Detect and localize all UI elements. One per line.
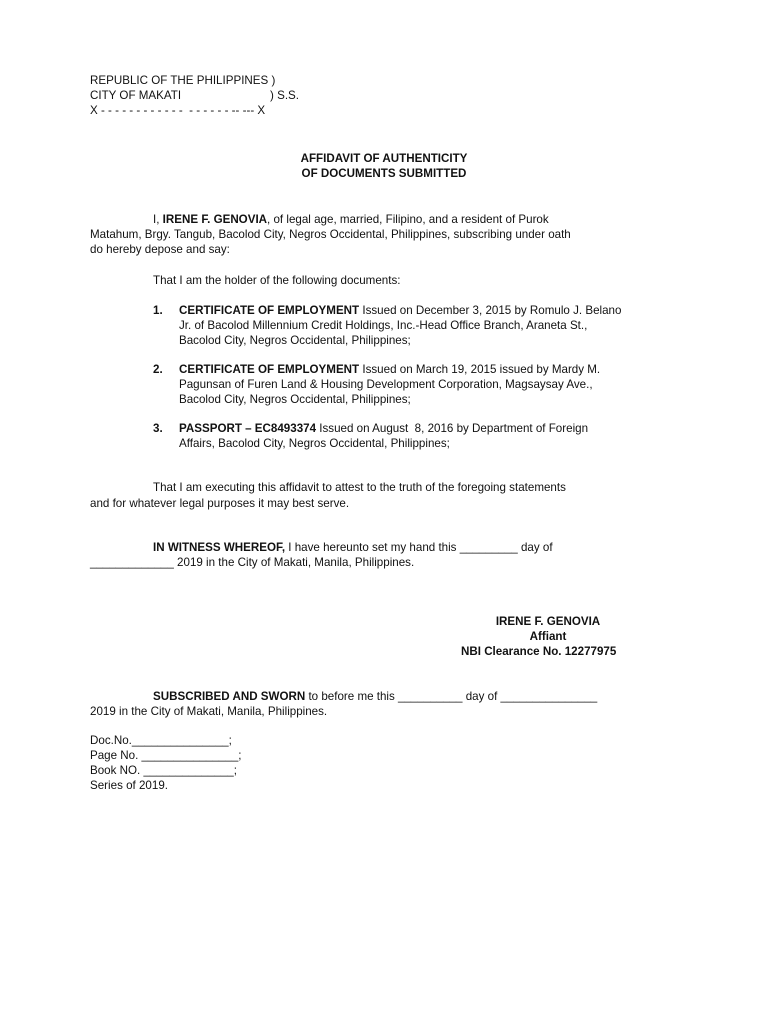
document-3-line-2: Affairs, Bacolod City, Negros Occidental, Philippines; xyxy=(179,437,450,450)
intro-line-2: Matahum, Brgy. Tangub, Bacolod City, Negros Occidental, Philippines, subscribing under oath xyxy=(90,228,571,241)
affiant-name: IRENE F. GENOVIA xyxy=(162,213,268,226)
notary-doc-no: Doc.No._______________; xyxy=(90,734,232,747)
executing-line-2: and for whatever legal purposes it may best serve. xyxy=(90,497,350,510)
notary-series: Series of 2019. xyxy=(90,779,168,792)
document-1-line-3: Bacolod City, Negros Occidental, Philippines; xyxy=(179,334,411,347)
document-2-line-3: Bacolod City, Negros Occidental, Philippines; xyxy=(179,393,411,406)
document-1-number: 1. xyxy=(153,304,163,317)
notary-book-no: Book NO. ______________; xyxy=(90,764,237,777)
nbi-clearance: NBI Clearance No. 12277975 xyxy=(461,645,617,658)
sworn-line-1: SUBSCRIBED AND SWORN to before me this __________ day of _______________ xyxy=(153,690,598,703)
sworn-line-2: 2019 in the City of Makati, Manila, Philippines. xyxy=(90,705,328,718)
signature-role: Affiant xyxy=(529,630,567,643)
witness-line-2: _____________ 2019 in the City of Makati, Manila, Philippines. xyxy=(90,556,415,569)
caption-divider: X - - - - - - - - - - - - - - - - - - -- --- X xyxy=(90,104,266,117)
notary-page-no: Page No. _______________; xyxy=(90,749,242,762)
document-2-number: 2. xyxy=(153,363,163,376)
holder-statement: That I am the holder of the following documents: xyxy=(153,274,401,287)
signature-name: IRENE F. GENOVIA xyxy=(495,615,601,628)
caption-ss: ) S.S. xyxy=(270,89,299,102)
title-line-1: AFFIDAVIT OF AUTHENTICITY xyxy=(300,152,468,165)
document-1-line-1: CERTIFICATE OF EMPLOYMENT Issued on December 3, 2015 by Romulo J. Belano xyxy=(179,304,622,317)
document-3-line-1: PASSPORT – EC8493374 Issued on August 8, 2016 by Department of Foreign xyxy=(179,422,589,435)
caption-city: CITY OF MAKATI xyxy=(90,89,182,102)
executing-line-1: That I am executing this affidavit to attest to the truth of the foregoing statements xyxy=(153,481,566,494)
document-2-line-1: CERTIFICATE OF EMPLOYMENT Issued on March 19, 2015 issued by Mardy M. xyxy=(179,363,601,376)
intro-line-1: I, IRENE F. GENOVIA, of legal age, married, Filipino, and a resident of Purok xyxy=(153,213,549,226)
document-1-line-2: Jr. of Bacolod Millennium Credit Holdings, Inc.-Head Office Branch, Araneta St., xyxy=(179,319,588,332)
caption-republic: REPUBLIC OF THE PHILIPPINES ) xyxy=(90,74,276,87)
intro-line-3: do hereby depose and say: xyxy=(90,243,230,256)
witness-line-1: IN WITNESS WHEREOF, I have hereunto set my hand this _________ day of xyxy=(153,541,553,554)
document-2-line-2: Pagunsan of Furen Land & Housing Development Corporation, Magsaysay Ave., xyxy=(179,378,593,391)
title-line-2: OF DOCUMENTS SUBMITTED xyxy=(301,167,467,180)
document-3-number: 3. xyxy=(153,422,163,435)
